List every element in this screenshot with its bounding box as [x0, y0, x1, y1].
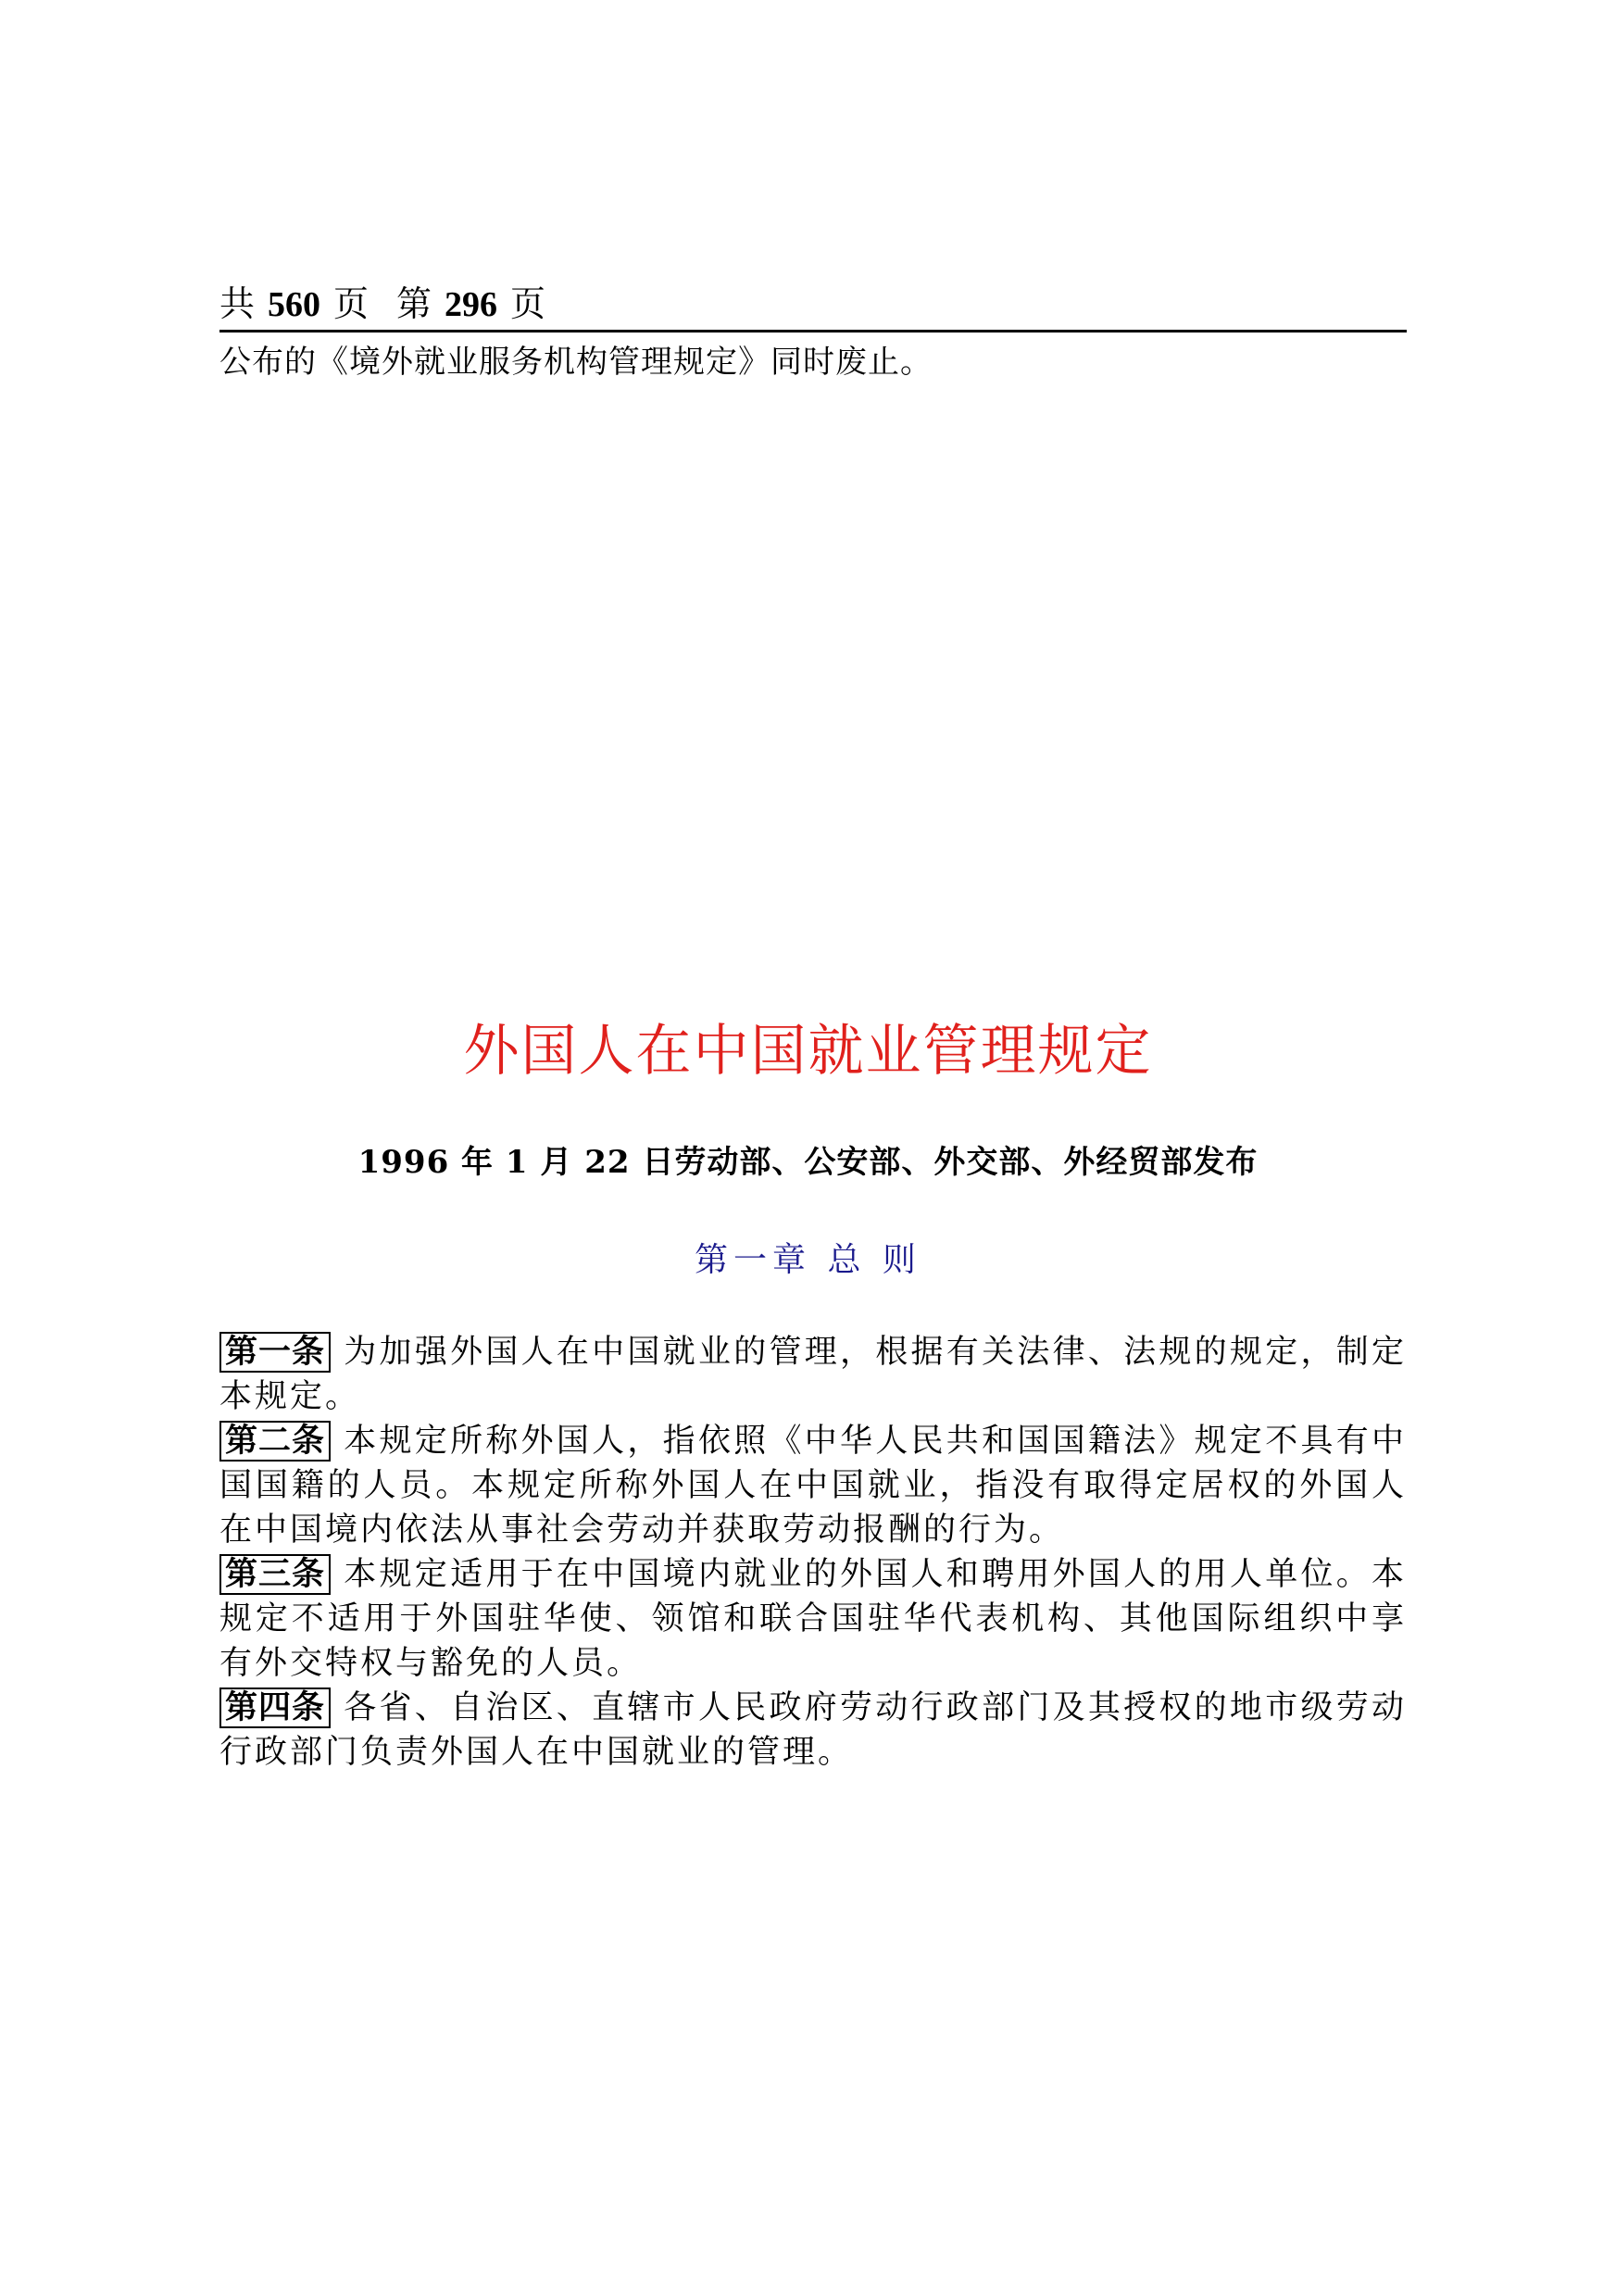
total-pages-number: 560 — [268, 285, 321, 324]
continuation-text: 公布的《境外就业服务机构管理规定》同时废止。 — [219, 344, 933, 381]
article-text: 本规定适用于在中国境内就业的外国人和聘用外国人的用人单位。本规定不适用于外国驻华使、领馆和联合国驻华代表机构、其他国际组织中享有外交特权与豁免的人员。 — [219, 1556, 1407, 1682]
article-1 — [219, 1330, 1407, 1419]
article-label: 第四条 — [219, 1687, 331, 1728]
article-2 — [219, 1419, 1407, 1552]
current-page-number: 296 — [445, 285, 498, 324]
total-pages-suffix: 页 — [333, 283, 370, 324]
article-list — [219, 1330, 1407, 1775]
chapter-heading: 第一章 总 则 — [695, 1241, 921, 1279]
article-text: 各省、自治区、直辖市人民政府劳动行政部门及其授权的地市级劳动行政部门负责外国人在中国就业的管理。 — [219, 1689, 1407, 1771]
article-label: 第三条 — [219, 1554, 331, 1595]
article-text: 为加强外国人在中国就业的管理，根据有关法律、法规的规定，制定本规定。 — [219, 1334, 1407, 1415]
article-4 — [219, 1686, 1407, 1775]
current-page-prefix: 第 — [396, 283, 432, 324]
document-title: 外国人在中国就业管理规定 — [463, 1019, 1153, 1084]
page-header — [219, 278, 1407, 332]
document-subtitle: 1996 年 1 月 22 日劳动部、公安部、外交部、外经贸部发布 — [357, 1144, 1259, 1181]
article-text: 本规定所称外国人，指依照《中华人民共和国国籍法》规定不具有中国国籍的人员。本规定所称外国人在中国就业，指没有取得定居权的外国人在中国境内依法从事社会劳动并获取劳动报酬的行为。 — [219, 1423, 1407, 1549]
total-pages-prefix: 共 — [219, 283, 256, 324]
article-3 — [219, 1552, 1407, 1686]
article-label: 第一条 — [219, 1332, 331, 1373]
article-label: 第二条 — [219, 1421, 331, 1462]
current-page-suffix: 页 — [510, 283, 546, 324]
